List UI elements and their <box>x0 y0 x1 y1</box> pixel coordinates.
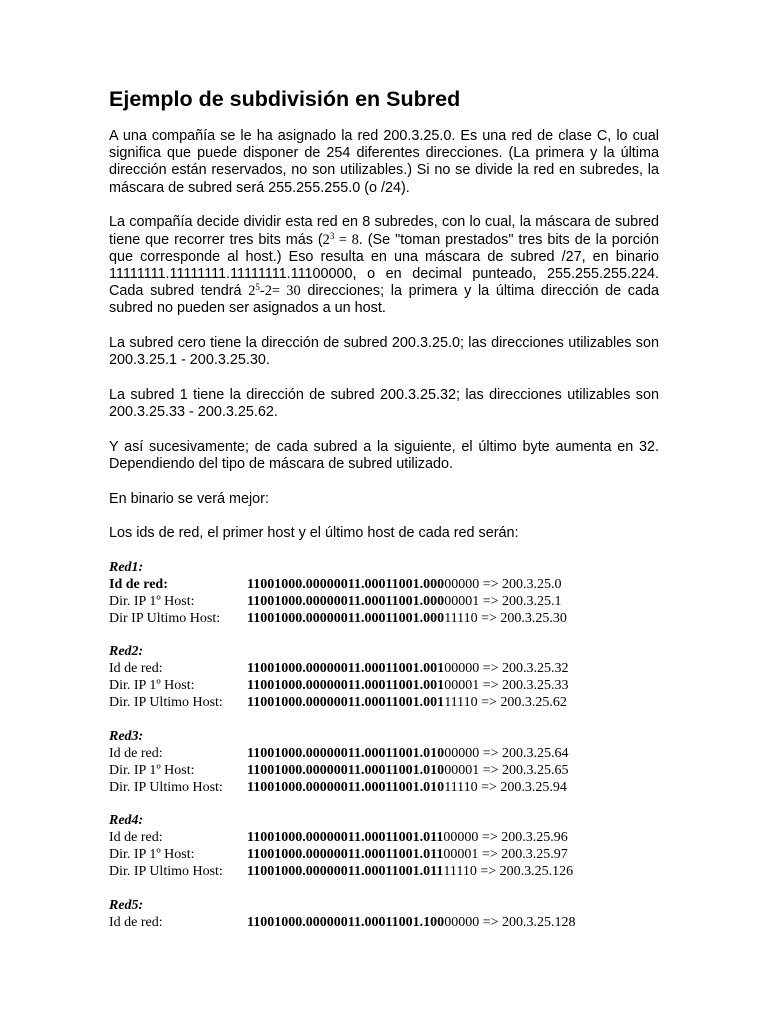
address-binary <box>247 576 561 593</box>
network-block <box>109 897 659 931</box>
host-bits-and-decimal: 00000 => 200.3.25.32 <box>444 661 569 677</box>
network-title: Red4: <box>109 813 144 829</box>
network-bits: 11001000.00000011.00011001.001 <box>247 678 445 694</box>
host-bits-and-decimal: 00000 => 200.3.25.128 <box>444 914 576 930</box>
network-title: Red2: <box>109 644 144 660</box>
address-label: Dir IP Ultimo Host: <box>109 610 221 626</box>
network-list <box>109 559 659 931</box>
address-binary <box>247 745 568 762</box>
address-label: Id de red: <box>109 745 163 761</box>
address-row <box>109 694 659 711</box>
network-bits: 11001000.00000011.00011001.000 <box>247 593 445 609</box>
page-title: Ejemplo de subdivisión en Subred <box>109 87 461 111</box>
text-segment: direcciones; la primera y la última dirección de cada subred no pueden ser asignados a un host. <box>109 283 660 317</box>
paragraph-binary-intro: En binario se verá mejor: <box>109 490 269 507</box>
document-page <box>109 86 659 947</box>
network-bits: 11001000.00000011.00011001.001 <box>247 695 445 711</box>
address-binary <box>247 779 567 796</box>
address-row <box>109 914 659 931</box>
host-bits-and-decimal: 00001 => 200.3.25.33 <box>444 678 569 694</box>
host-bits-and-decimal: 00000 => 200.3.25.64 <box>444 745 569 761</box>
address-label: Id de red: <box>109 661 163 677</box>
network-bits: 11001000.00000011.00011001.010 <box>247 779 445 795</box>
network-bits: 11001000.00000011.00011001.011 <box>247 864 444 880</box>
network-block <box>109 728 659 796</box>
host-bits-and-decimal: 00000 => 200.3.25.96 <box>443 830 568 846</box>
address-binary <box>247 610 567 627</box>
address-label: Dir. IP 1º Host: <box>109 762 195 778</box>
paragraph-subnet-mask <box>109 214 659 317</box>
text-segment: . (Se "toman prestados" tres bits de la porción que corresponde al host.) Eso resulta en una máscara de subred /27, en binario 11111111.11111111.11111111.11100000, o en decimal punteado, 255.255.255.224. Cada subred tendrá <box>109 231 659 300</box>
paragraph-ids-intro: Los ids de red, el primer host y el último host de cada red serán: <box>109 525 519 542</box>
address-binary <box>247 694 567 711</box>
network-title: Red3: <box>109 728 144 744</box>
address-label: Id de red: <box>109 914 163 930</box>
address-row <box>109 660 659 677</box>
address-binary <box>247 593 561 610</box>
address-row <box>109 745 659 762</box>
address-row <box>109 829 659 846</box>
host-bits-and-decimal: 11110 => 200.3.25.62 <box>444 695 567 711</box>
network-block <box>109 812 659 880</box>
address-label: Id de red: <box>109 830 163 846</box>
network-bits: 11001000.00000011.00011001.000 <box>247 610 445 626</box>
address-label: Dir. IP 1º Host: <box>109 847 195 863</box>
host-bits-and-decimal: 00001 => 200.3.25.65 <box>444 762 569 778</box>
paragraph-intro: A una compañía se le ha asignado la red 200.3.25.0. Es una red de clase C, lo cual significa que puede disponer de 254 diferentes direcciones. (La primera y la última dirección están reservados, no son utilizables.) Si no se divide la red en subredes, la máscara de subred será 255.255.255.0 (o /24). <box>109 128 659 196</box>
network-bits: 11001000.00000011.00011001.011 <box>247 830 444 846</box>
network-title: Red5: <box>109 897 144 913</box>
host-bits-and-decimal: 11110 => 200.3.25.126 <box>443 864 574 880</box>
address-binary <box>247 846 568 863</box>
network-block <box>109 643 659 711</box>
address-row <box>109 677 659 694</box>
host-bits-and-decimal: 00001 => 200.3.25.1 <box>444 593 562 609</box>
paragraph-increment: Y así sucesivamente; de cada subred a la siguiente, el último byte aumenta en 32. Dependiendo del tipo de máscara de subred utilizado. <box>109 438 659 473</box>
address-row <box>109 576 659 593</box>
paragraph-subnet-one: La subred 1 tiene la dirección de subred 200.3.25.32; las direcciones utilizables son 200.3.25.33 - 200.3.25.62. <box>109 386 659 421</box>
network-bits: 11001000.00000011.00011001.010 <box>247 745 445 761</box>
address-row <box>109 863 659 880</box>
address-binary <box>247 829 568 846</box>
text-segment: La compañía decide dividir esta red en 8 subredes, con lo cual, la máscara de subred tiene que recorrer tres bits más ( <box>109 214 659 248</box>
address-label: Dir. IP Ultimo Host: <box>109 779 223 795</box>
address-binary <box>247 914 575 931</box>
address-row <box>109 846 659 863</box>
power-of-two-5: $2^5-2= 30$ <box>248 282 301 300</box>
address-row <box>109 610 659 627</box>
address-binary <box>247 660 568 677</box>
address-label: Id de red: <box>109 576 168 592</box>
address-label: Dir. IP 1º Host: <box>109 593 195 609</box>
network-bits: 11001000.00000011.00011001.011 <box>247 847 444 863</box>
address-row <box>109 762 659 779</box>
paragraph-subnet-zero: La subred cero tiene la dirección de subred 200.3.25.0; las direcciones utilizables son 200.3.25.1 - 200.3.25.30. <box>109 335 659 369</box>
address-label: Dir. IP Ultimo Host: <box>109 695 223 711</box>
network-bits: 11001000.00000011.00011001.000 <box>247 576 445 592</box>
host-bits-and-decimal: 00000 => 200.3.25.0 <box>444 576 562 592</box>
address-row <box>109 779 659 796</box>
network-bits: 11001000.00000011.00011001.010 <box>247 762 445 778</box>
address-row <box>109 593 659 610</box>
address-label: Dir. IP Ultimo Host: <box>109 864 223 880</box>
network-title: Red1: <box>109 559 144 575</box>
network-bits: 11001000.00000011.00011001.100 <box>247 914 445 930</box>
address-binary <box>247 863 573 880</box>
power-of-two-3: $2^3 = 8$ <box>322 230 359 248</box>
address-binary <box>247 762 568 779</box>
address-label: Dir. IP 1º Host: <box>109 678 195 694</box>
address-binary <box>247 677 568 694</box>
host-bits-and-decimal: 00001 => 200.3.25.97 <box>443 847 568 863</box>
host-bits-and-decimal: 11110 => 200.3.25.94 <box>444 779 567 795</box>
host-bits-and-decimal: 11110 => 200.3.25.30 <box>444 610 567 626</box>
network-block <box>109 559 659 627</box>
network-bits: 11001000.00000011.00011001.001 <box>247 661 445 677</box>
